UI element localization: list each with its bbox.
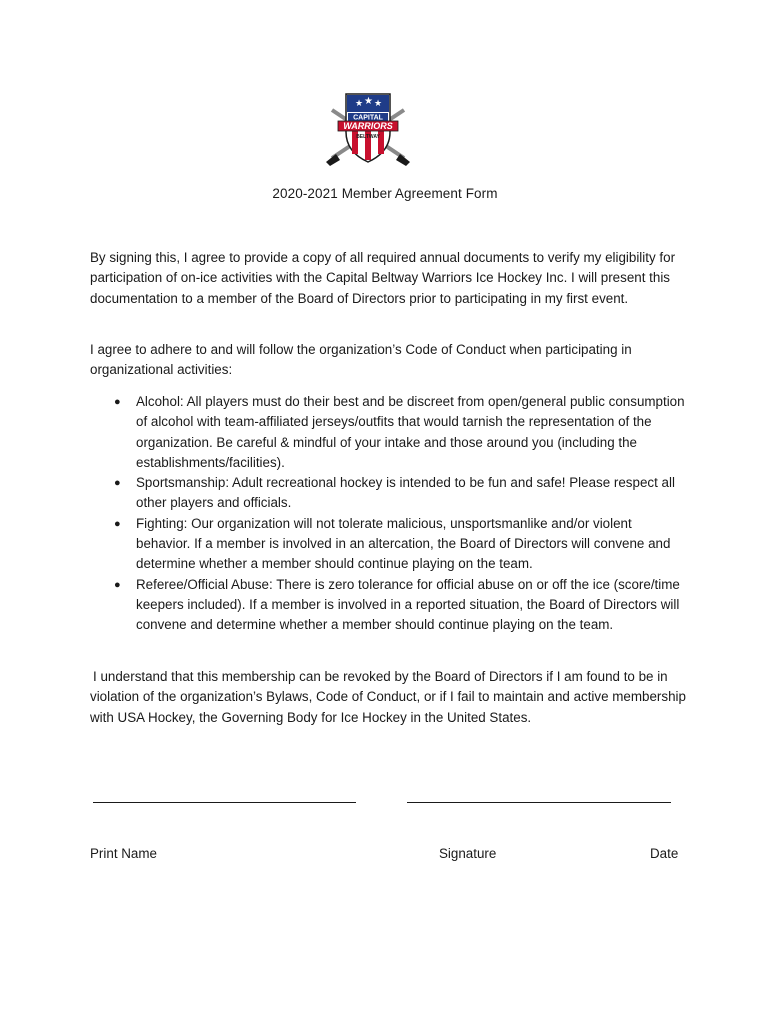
code-of-conduct-list <box>114 392 686 636</box>
form-title: 2020-2021 Member Agreement Form <box>272 186 498 201</box>
bullet-icon: ● <box>114 517 121 530</box>
code-of-conduct-intro: I agree to adhere to and will follow the organization’s Code of Conduct when participating in organizational activities: <box>90 342 632 378</box>
signature-line[interactable] <box>407 802 671 803</box>
bullet-text: Referee/Official Abuse: There is zero tolerance for official abuse on or off the ice (score/time keepers included). If a member is involved in a reported situation, the Board of Directors will convene and determine whether a member should continue playing on the team. <box>136 576 680 633</box>
eligibility-paragraph: By signing this, I agree to provide a copy of all required annual documents to verify my eligibility for participation of on-ice activities with the Capital Beltway Warriors Ice Hockey Inc. I will present this documentation to a member of the Board of Directors prior to participating in my first event. <box>90 250 676 306</box>
bullet-icon: ● <box>114 396 121 408</box>
revocation-paragraph <box>90 667 686 728</box>
svg-text:★: ★ <box>374 99 383 109</box>
bullet-icon: ● <box>114 578 121 591</box>
revocation-text: I understand that this membership can be revoked by the Board of Directors if I am found to be in violation of the organization’s Bylaws, Code of Conduct, or if I fail to maintain and active membership with USA Hockey, the Governing Body for Ice Hockey in the United States. <box>90 669 686 725</box>
print-name-label: Print Name <box>90 846 157 861</box>
signature-label: Signature <box>439 846 497 861</box>
svg-text:WARRIORS: WARRIORS <box>343 121 393 131</box>
svg-text:★: ★ <box>355 99 364 109</box>
list-item <box>114 473 686 514</box>
svg-text:CAPITAL: CAPITAL <box>353 114 383 122</box>
svg-text:★: ★ <box>364 96 373 107</box>
bullet-icon: ● <box>114 477 121 490</box>
print-name-line[interactable] <box>93 802 356 803</box>
date-label: Date <box>650 846 679 861</box>
list-item <box>114 575 686 636</box>
team-logo <box>318 88 418 170</box>
list-item <box>114 392 686 473</box>
bullet-text: Fighting: Our organization will not tolerate malicious, unsportsmanlike and/or violent behavior. If a member is involved in an altercation, the Board of Directors will convene and determine whether a member should continue playing on the team. <box>136 515 671 572</box>
bullet-text: Sportsmanship: Adult recreational hockey is intended to be fun and safe! Please respect all other players and officials. <box>136 475 675 511</box>
svg-text:BELTWAY: BELTWAY <box>356 134 380 140</box>
list-item <box>114 514 686 575</box>
bullet-text: Alcohol: All players must do their best and be discreet from open/general public consumption of alcohol with team-affiliated jerseys/outfits that would tarnish the representation of the organization. Be careful & mindful of your intake and those around you (including the establishments/facilities). <box>136 394 685 470</box>
